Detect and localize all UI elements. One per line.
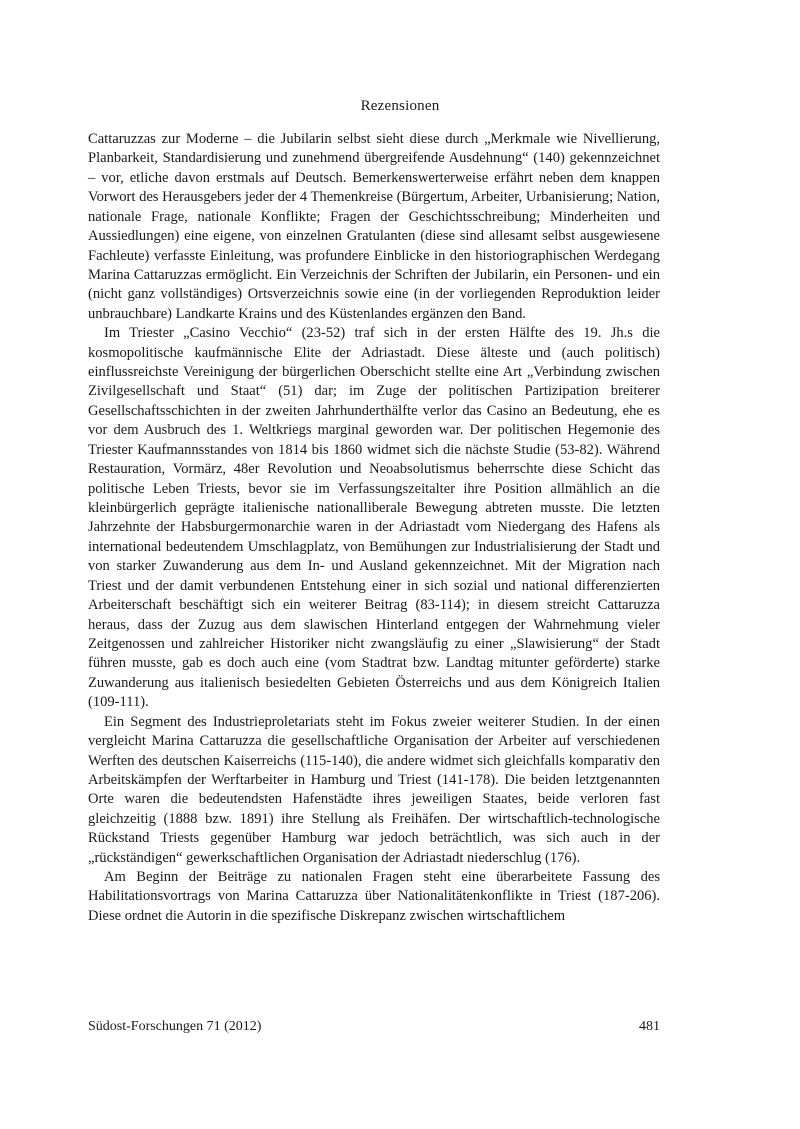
page-footer — [88, 1019, 660, 1035]
paragraph-2: Im Triester „Casino Vecchio“ (23-52) traf sich in der ersten Hälfte des 19. Jh.s die kosmopolitische kaufmännische Elite der Adriastadt. Diese älteste und (auch politisch) einflussreichste Vereinigung der bürgerlichen Oberschicht stellte eine Art „Verbindung zwischen Zivilgesellschaft und Staat“ (51) dar; im Zuge der politischen Partizipation breiterer Gesellschaftsschichten in der zweiten Jahrhunderthälfte verlor das Casino an Bedeutung, ehe es vor dem Ausbruch des 1. Weltkriegs marginal geworden war. Der politischen Hegemonie des Triester Kaufmannsstandes von 1814 bis 1860 widmet sich die nächste Studie (53-82). Während Restauration, Vormärz, 48er Revolution und Neoabsolutismus beherrschte diese Schicht das politische Leben Triests, bevor sie im Verfassungszeitalter ihre Position allmählich an die kleinbürgerlich geprägte italienische nationalliberale Bewegung abtreten musste. Die letzten Jahrzehnte der Habsburgermonarchie waren in der Adriastadt vom Niedergang des Hafens als international bedeutendem Umschlagplatz, von Bemühungen zur Industrialisierung der Stadt und von starker Zuwanderung aus dem In- und Ausland gekennzeichnet. Mit der Migration nach Triest und der damit verbundenen Entstehung einer in sich sozial und national differenzierten Arbeiterschaft beschäftigt sich ein weiterer Beitrag (83-114); in diesem streicht Cattaruzza heraus, dass der Zuzug aus dem slawischen Hinterland entgegen der Wahrnehmung vieler Zeitgenossen und zahlreicher Historiker nicht zwangsläufig zu einer „Slawisierung“ der Stadt führen musste, gab es doch auch eine (vom Stadtrat bzw. Landtag mitunter geförderte) starke Zuwanderung aus italienisch besiedelten Gebieten Österreichs und aus dem Königreich Italien (109-111). — [88, 325, 660, 711]
paragraph-4: Am Beginn der Beiträge zu nationalen Fragen steht eine überarbeitete Fassung des Habilitationsvortrags von Marina Cattaruzza über Nationalitätenkonflikte in Triest (187-206). Diese ordnet die Autorin in die spezifische Diskrepanz zwischen wirtschaftlichem — [88, 869, 660, 924]
page-number: 481 — [639, 1019, 660, 1034]
paragraph-1: Cattaruzzas zur Moderne – die Jubilarin selbst sieht diese durch „Merkmale wie Nivellierung, Planbarkeit, Standardisierung und zunehmend übergreifende Ausdehnung“ (140) gekennzeichnet – vor, etliche davon erstmals auf Deutsch. Bemerkenswerterweise erfährt neben dem knappen Vorwort des Herausgebers jeder der 4 Themenkreise (Bürgertum, Arbeiter, Urbanisierung; Nation, nationale Frage, nationale Konflikte; Fragen der Geschichtsschreibung; Minderheiten und Aussiedlungen) eine eigene, von einzelnen Gratulanten (diese sind allesamt selbst ausgewiesene Fachleute) verfasste Einleitung, was profundere Einblicke in den historiographischen Werdegang Marina Cattaruzzas ermöglicht. Ein Verzeichnis der Schriften der Jubilarin, ein Personen- und ein (nicht ganz vollständiges) Ortsverzeichnis sowie eine (in der vorliegenden Reproduktion leider unbrauchbare) Landkarte Krains und des Küstenlandes ergänzen den Band. — [88, 131, 660, 322]
journal-citation: Südost-Forschungen 71 (2012) — [88, 1019, 262, 1034]
article-body — [88, 130, 660, 926]
paragraph-3: Ein Segment des Industrieproletariats steht im Fokus zweier weiterer Studien. In der einen vergleicht Marina Cattaruzza die gesellschaftliche Organisation der Arbeiter auf verschiedenen Werften des deutschen Kaiserreichs (115-140), die andere widmet sich gleichfalls komparativ den Arbeitskämpfen der Werftarbeiter in Hamburg und Triest (141-178). Die beiden letztgenannten Orte waren die bedeutendsten Hafenstädte ihres jeweiligen Staates, beide verloren fast gleichzeitig (1888 bzw. 1891) ihre Stellung als Freihäfen. Der wirtschaftlich-technologische Rückstand Triests gegenüber Hamburg war jedoch beträchtlich, was sich auch in der „rückständigen“ gewerkschaftlichen Organisation der Adriastadt niederschlug (176). — [88, 713, 660, 866]
running-header: Rezensionen — [360, 98, 440, 114]
